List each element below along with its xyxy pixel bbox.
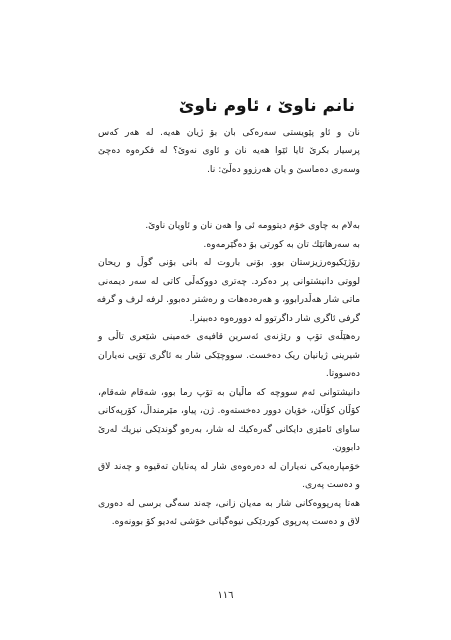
text-line: شیرینی ژیانیان ریک دەخست. سووچێکی شار بە ئاگری تۆپی نەیاران xyxy=(98,350,360,361)
page-title: نانم ناوێ ، ئاوم ناوێ xyxy=(178,96,355,116)
text-line: لاق و دەست پەرپوی کوردێکی نیوەگیانی خۆشی ئەدیو کۆ بوونەوە. xyxy=(111,516,360,527)
text-line: دەسووتا. xyxy=(325,368,360,379)
text-line: لووتی دانیشتوانی پر دەکرد. چەتری دووکەڵی کاتی لە سەر دیمەنی xyxy=(98,276,360,287)
text-line: بەلام بە چاوی خۆم دیتوومە ئی وا هەن نان و ئاویان ناوێ. xyxy=(145,220,360,231)
text-line: گرفی ئاگری شار داگرتوو لە دوورەوە دەبینرا. xyxy=(189,313,360,324)
text-line: پرسیار بکرێ ئایا ئێوا هەیە نان و ئاوی نەوێ؟ لە فکرەوە دەچێ xyxy=(98,145,360,156)
text-line: رەهێڵەی تۆپ و رێژنەی ئەسرین قافیەی خەمینی شێعری تاڵی و xyxy=(98,331,360,342)
text-line: بە سەرهاتێك تان بە کورتی بۆ دەگێرمەوە. xyxy=(203,239,360,250)
text-line: وسەری دەماسێ و یان هەرزوو دەڵێ: نا. xyxy=(207,164,360,175)
text-line: رۆژێکیوەرزیزستان بوو. بۆنی باروت لە باتی بۆنی گوڵ و ریحان xyxy=(98,257,360,268)
text-line: خۆمپارەیەکی نەیاران لە دەرەوەی شار لە پەنایان تەقیوە و چەند لاق xyxy=(98,461,360,472)
text-line: ماتی شار هەڵدرابوو، و هەرەدەهات و رەشتر دەبوو. لرفە لرف و گرفە xyxy=(96,294,360,305)
page-number: ١١٦ xyxy=(217,590,234,601)
text-line: و دەست پەری. xyxy=(302,479,360,490)
text-line: نان و ئاو پێویستی سەرەکی بان بۆ ژیان هەیە. لە هەر کەس xyxy=(98,127,360,138)
text-line: دابوون. xyxy=(331,442,360,453)
text-line: هەتا پەرپووەکانی شار بە مەیان زانی، چەند سەگی برسی لە دەوری xyxy=(98,498,360,509)
text-line: ساوای ئامێزی دایکانی گەرەکیك لە شار، بەرەو گوندێکی نیزیك لەرێ xyxy=(98,424,360,435)
text-line: دانیشتوانی ئەم سووچە کە ماڵیان بە تۆپ رما بوو، شەقام شەقام، xyxy=(98,387,360,398)
text-line: کۆڵان کۆڵان، خۆیان دوور دەخستەوە. ژن، پیاو، مێرمنداڵ، کۆرپەکانی xyxy=(98,405,360,416)
